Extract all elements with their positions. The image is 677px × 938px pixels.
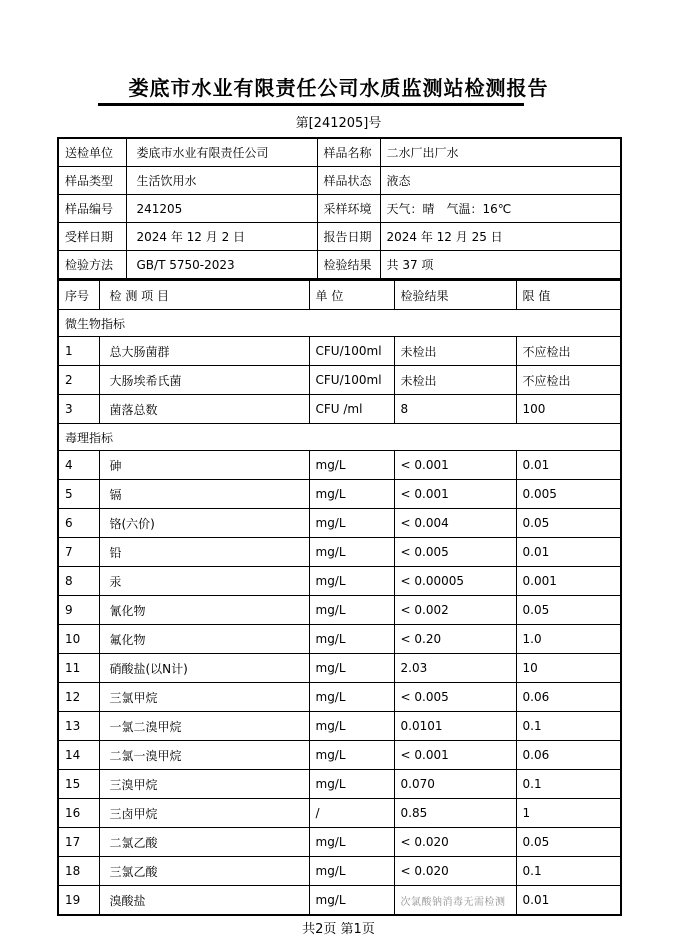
limit-cell: 1 (516, 799, 621, 828)
result-cell: < 0.005 (394, 683, 516, 712)
limit-cell: 0.01 (516, 886, 621, 916)
table-row (58, 828, 621, 857)
limit-cell: 0.06 (516, 741, 621, 770)
unit-cell: mg/L (309, 654, 394, 683)
result-cell: 未检出 (394, 366, 516, 395)
unit-cell: mg/L (309, 741, 394, 770)
info-label-cell: 检验方法 (58, 251, 126, 280)
table-row (58, 741, 621, 770)
row-number-cell: 17 (58, 828, 99, 857)
unit-cell: mg/L (309, 567, 394, 596)
info-value-cell: GB/T 5750-2023 (126, 251, 317, 280)
limit-cell: 不应检出 (516, 366, 621, 395)
report-number: 第[241205]号 (295, 116, 382, 131)
info-value-cell: 2024 年 12 月 2 日 (126, 223, 317, 251)
item-name-cell: 二氯一溴甲烷 (99, 741, 309, 770)
table-row (58, 596, 621, 625)
result-cell: 0.0101 (394, 712, 516, 741)
column-header-no: 序号 (58, 281, 99, 310)
row-number-cell: 13 (58, 712, 99, 741)
result-cell: < 0.20 (394, 625, 516, 654)
table-row (58, 451, 621, 480)
sample-info-body (58, 138, 621, 279)
result-cell: < 0.001 (394, 741, 516, 770)
unit-cell: mg/L (309, 625, 394, 654)
table-row (58, 654, 621, 683)
item-name-cell: 砷 (99, 451, 309, 480)
row-number-cell: 16 (58, 799, 99, 828)
info-label-cell: 送检单位 (58, 138, 126, 167)
unit-cell: / (309, 799, 394, 828)
column-header-result: 检验结果 (394, 281, 516, 310)
row-number-cell: 4 (58, 451, 99, 480)
row-number-cell: 15 (58, 770, 99, 799)
page-footer: 共2页 第1页 (302, 922, 375, 937)
unit-cell: CFU /ml (309, 395, 394, 424)
table-row (58, 337, 621, 366)
limit-cell: 0.01 (516, 451, 621, 480)
row-number-cell: 9 (58, 596, 99, 625)
column-header-unit: 单 位 (309, 281, 394, 310)
result-cell: 次氯酸钠消毒无需检测 (394, 886, 516, 916)
row-number-cell: 1 (58, 337, 99, 366)
info-value-cell: 天气：晴 气温：16℃ (380, 195, 621, 223)
row-number-cell: 3 (58, 395, 99, 424)
item-name-cell: 硝酸盐(以N计) (99, 654, 309, 683)
result-cell: < 0.001 (394, 480, 516, 509)
results-table-body (58, 310, 621, 916)
item-name-cell: 溴酸盐 (99, 886, 309, 916)
unit-cell: CFU/100ml (309, 337, 394, 366)
unit-cell: mg/L (309, 451, 394, 480)
section-title-cell: 毒理指标 (58, 424, 621, 451)
limit-cell: 0.001 (516, 567, 621, 596)
title-underline (98, 103, 524, 106)
table-row (58, 509, 621, 538)
result-cell: 未检出 (394, 337, 516, 366)
item-name-cell: 一氯二溴甲烷 (99, 712, 309, 741)
results-table-header (58, 281, 621, 310)
result-cell: < 0.020 (394, 857, 516, 886)
limit-cell: 0.1 (516, 857, 621, 886)
table-row (58, 857, 621, 886)
result-cell: 8 (394, 395, 516, 424)
info-value-cell: 二水厂出厂水 (380, 138, 621, 167)
info-label-cell: 样品名称 (317, 138, 380, 167)
result-cell: < 0.020 (394, 828, 516, 857)
limit-cell: 0.05 (516, 509, 621, 538)
result-cell: < 0.002 (394, 596, 516, 625)
limit-cell: 100 (516, 395, 621, 424)
table-row (58, 395, 621, 424)
info-value-cell: 共 37 项 (380, 251, 621, 280)
limit-cell: 0.01 (516, 538, 621, 567)
table-row (58, 886, 621, 916)
unit-cell: mg/L (309, 596, 394, 625)
info-label-cell: 样品编号 (58, 195, 126, 223)
section-title-cell: 微生物指标 (58, 310, 621, 337)
item-name-cell: 氰化物 (99, 596, 309, 625)
unit-cell: mg/L (309, 770, 394, 799)
row-number-cell: 18 (58, 857, 99, 886)
table-row (58, 480, 621, 509)
result-cell: < 0.00005 (394, 567, 516, 596)
info-label-cell: 样品类型 (58, 167, 126, 195)
item-name-cell: 镉 (99, 480, 309, 509)
item-name-cell: 三氯乙酸 (99, 857, 309, 886)
unit-cell: mg/L (309, 538, 394, 567)
info-value-cell: 241205 (126, 195, 317, 223)
table-row (58, 567, 621, 596)
item-name-cell: 铅 (99, 538, 309, 567)
row-number-cell: 14 (58, 741, 99, 770)
info-row (58, 223, 621, 251)
sample-info-table (57, 137, 622, 280)
limit-cell: 0.1 (516, 770, 621, 799)
info-value-cell: 娄底市水业有限责任公司 (126, 138, 317, 167)
row-number-cell: 7 (58, 538, 99, 567)
result-cell: < 0.005 (394, 538, 516, 567)
section-header-row (58, 310, 621, 337)
table-row (58, 799, 621, 828)
unit-cell: mg/L (309, 683, 394, 712)
limit-cell: 0.06 (516, 683, 621, 712)
info-value-cell: 生活饮用水 (126, 167, 317, 195)
row-number-cell: 5 (58, 480, 99, 509)
page-title: 娄底市水业有限责任公司水质监测站检测报告 (128, 76, 549, 100)
info-row (58, 167, 621, 195)
item-name-cell: 三氯甲烷 (99, 683, 309, 712)
table-row (58, 683, 621, 712)
info-label-cell: 采样环境 (317, 195, 380, 223)
row-number-cell: 8 (58, 567, 99, 596)
row-number-cell: 11 (58, 654, 99, 683)
item-name-cell: 铬(六价) (99, 509, 309, 538)
row-number-cell: 2 (58, 366, 99, 395)
column-header-row (58, 281, 621, 310)
info-label-cell: 报告日期 (317, 223, 380, 251)
item-name-cell: 三卤甲烷 (99, 799, 309, 828)
row-number-cell: 12 (58, 683, 99, 712)
result-cell: < 0.001 (394, 451, 516, 480)
limit-cell: 10 (516, 654, 621, 683)
row-number-cell: 6 (58, 509, 99, 538)
limit-cell: 0.05 (516, 828, 621, 857)
table-row (58, 770, 621, 799)
table-row (58, 366, 621, 395)
unit-cell: CFU/100ml (309, 366, 394, 395)
limit-cell: 0.05 (516, 596, 621, 625)
info-row (58, 251, 621, 280)
limit-cell: 0.1 (516, 712, 621, 741)
results-table (57, 280, 622, 916)
info-label-cell: 样品状态 (317, 167, 380, 195)
item-name-cell: 二氯乙酸 (99, 828, 309, 857)
result-cell: 0.070 (394, 770, 516, 799)
info-label-cell: 检验结果 (317, 251, 380, 280)
unit-cell: mg/L (309, 857, 394, 886)
limit-cell: 0.005 (516, 480, 621, 509)
column-header-item: 检 测 项 目 (99, 281, 309, 310)
limit-cell: 不应检出 (516, 337, 621, 366)
column-header-limit: 限 值 (516, 281, 621, 310)
result-cell: 2.03 (394, 654, 516, 683)
info-row (58, 138, 621, 167)
unit-cell: mg/L (309, 828, 394, 857)
unit-cell: mg/L (309, 712, 394, 741)
result-cell: 0.85 (394, 799, 516, 828)
table-row (58, 712, 621, 741)
section-header-row (58, 424, 621, 451)
info-value-cell: 液态 (380, 167, 621, 195)
limit-cell: 1.0 (516, 625, 621, 654)
item-name-cell: 汞 (99, 567, 309, 596)
unit-cell: mg/L (309, 509, 394, 538)
row-number-cell: 19 (58, 886, 99, 916)
table-row (58, 625, 621, 654)
info-label-cell: 受样日期 (58, 223, 126, 251)
item-name-cell: 氟化物 (99, 625, 309, 654)
item-name-cell: 菌落总数 (99, 395, 309, 424)
item-name-cell: 大肠埃希氏菌 (99, 366, 309, 395)
table-row (58, 538, 621, 567)
info-row (58, 195, 621, 223)
row-number-cell: 10 (58, 625, 99, 654)
unit-cell: mg/L (309, 480, 394, 509)
info-value-cell: 2024 年 12 月 25 日 (380, 223, 621, 251)
result-cell: < 0.004 (394, 509, 516, 538)
item-name-cell: 三溴甲烷 (99, 770, 309, 799)
unit-cell: mg/L (309, 886, 394, 916)
item-name-cell: 总大肠菌群 (99, 337, 309, 366)
